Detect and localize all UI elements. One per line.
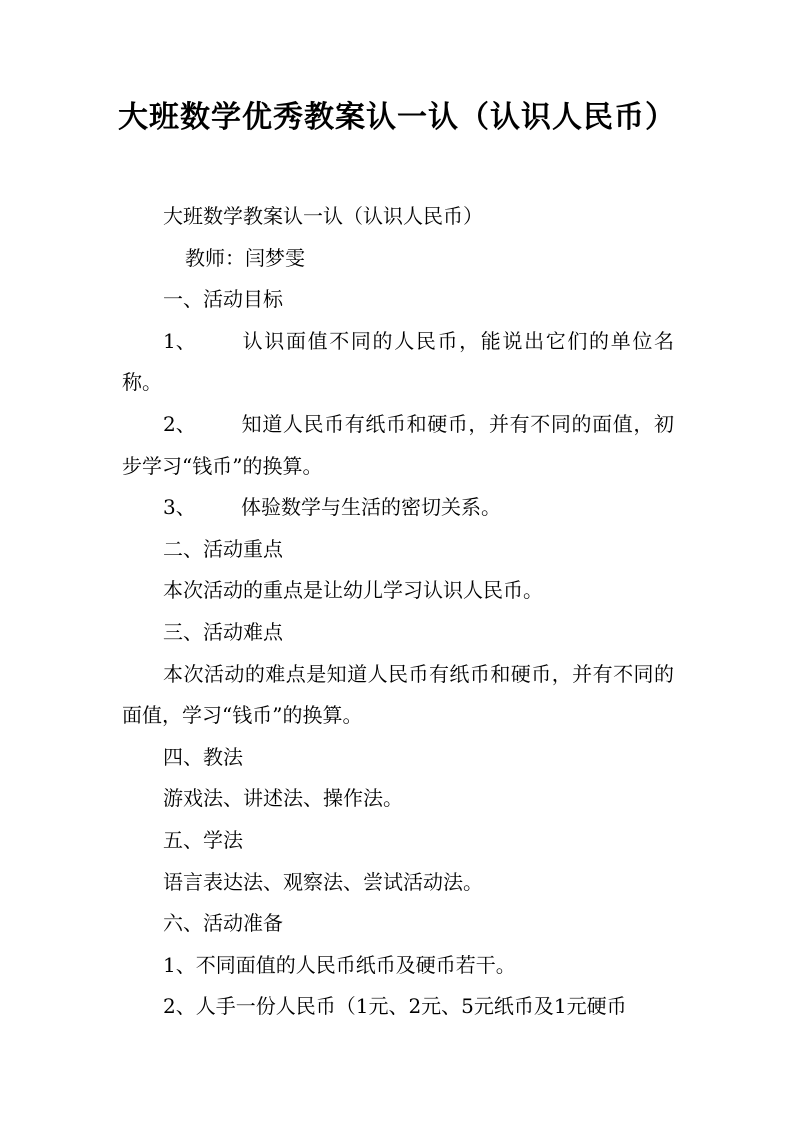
document-title: 大班数学优秀教案认一认（认识人民币） [118, 100, 676, 135]
teacher-line: 教师：闫梦雯 [185, 245, 305, 270]
goal-text: 认识面值不同的人民币，能说出它们的单位名称。 [122, 328, 674, 395]
goal-text: 体验数学与生活的密切关系。 [241, 495, 501, 520]
section-heading-difficulty: 三、活动难点 [163, 619, 283, 644]
goal-number: 2、 [163, 411, 196, 436]
goal-item [122, 321, 674, 404]
prep-item: 2、人手一份人民币（1元、2元、5元纸币及1元硬币 [163, 994, 627, 1019]
goal-text: 知道人民币有纸币和硬币，并有不同的面值，初步学习“钱币”的换算。 [122, 411, 674, 478]
goal-number: 1、 [163, 328, 196, 353]
section-heading-learning-methods: 五、学法 [163, 827, 243, 852]
section-text-difficulty: 本次活动的难点是知道人民币有纸币和硬币，并有不同的面值，学习“钱币”的换算。 [122, 661, 674, 728]
prep-item: 1、不同面值的人民币纸币及硬币若干。 [163, 952, 516, 977]
section-text-teaching-methods: 游戏法、讲述法、操作法。 [163, 786, 403, 811]
goal-item [122, 404, 674, 487]
section-heading-teaching-methods: 四、教法 [163, 744, 243, 769]
goal-number: 3、 [163, 495, 196, 520]
goal-item [122, 487, 674, 529]
document-body [122, 196, 674, 1028]
section-text-learning-methods: 语言表达法、观察法、尝试活动法。 [163, 869, 483, 894]
section-heading-goals: 一、活动目标 [163, 287, 283, 312]
subtitle: 大班数学教案认一认（认识人民币） [163, 204, 483, 228]
section-text-focus: 本次活动的重点是让幼儿学习认识人民币。 [163, 578, 543, 603]
section-heading-focus: 二、活动重点 [163, 536, 283, 561]
section-heading-preparation: 六、活动准备 [163, 911, 283, 936]
